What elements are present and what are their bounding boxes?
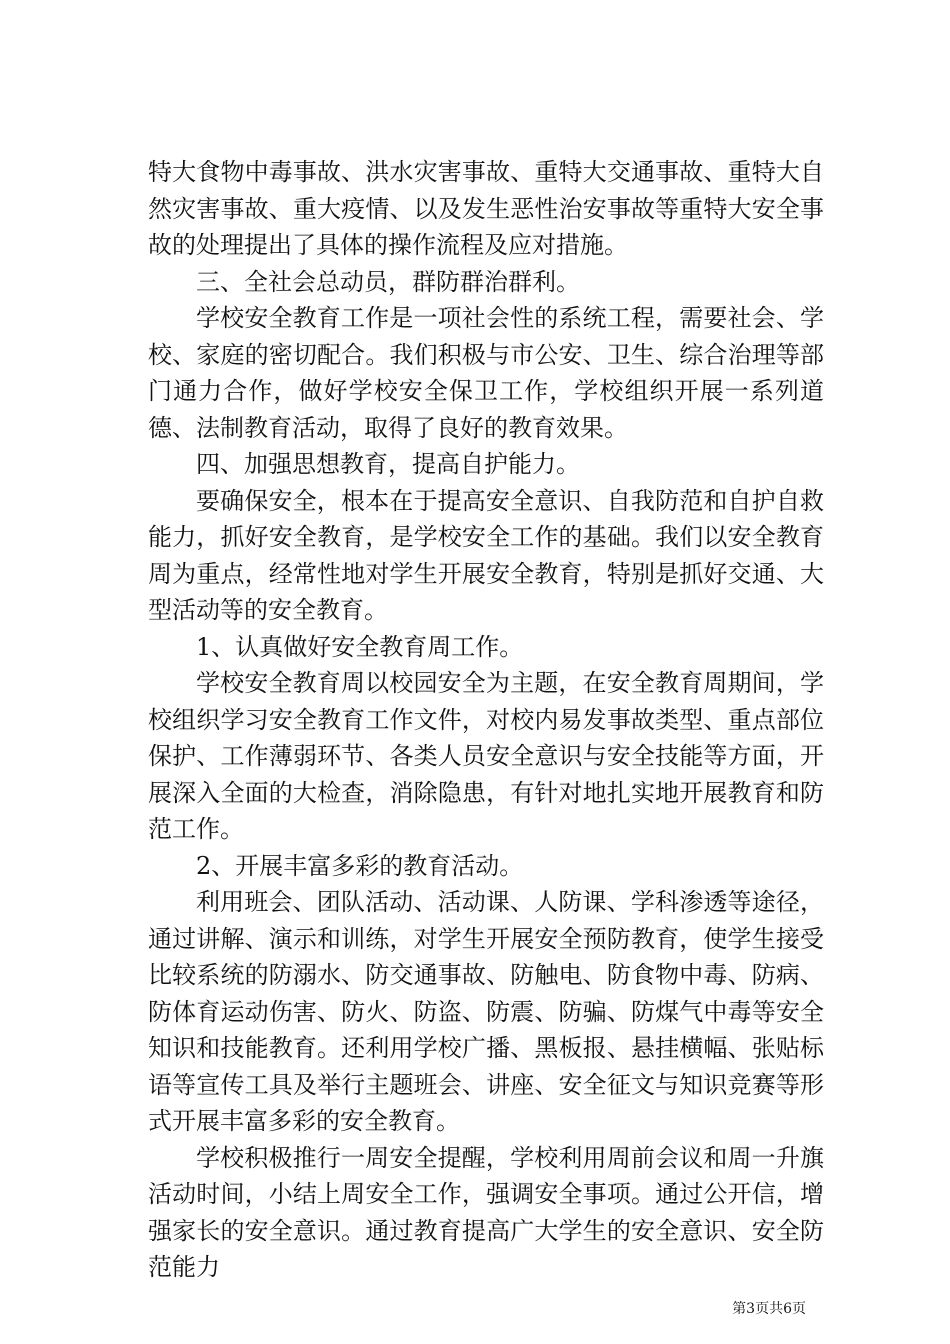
paragraph: 四、加强思想教育，提高自护能力。 [196,450,580,478]
paragraph: 2、开展丰富多彩的教育活动。 [196,851,524,880]
page-number-footer: 第3页共6页 [732,1301,806,1317]
paragraph: 要确保安全，根本在于提高安全意识、自我防范和自护自救能力，抓好安全教育，是学校安全工作的基础。我们以安全教育周为重点，经常性地对学生开展安全教育，特别是抓好交通、大型活动等的安全教育。 [148,486,824,624]
paragraph: 特大食物中毒事故、洪水灾害事故、重特大交通事故、重特大自然灾害事故、重大疫情、以及发生恶性治安事故等重特大安全事故的处理提出了具体的操作流程及应对措施。 [148,158,824,259]
paragraph: 三、全社会总动员，群防群治群利。 [196,267,580,296]
paragraph: 学校安全教育工作是一项社会性的系统工程，需要社会、学校、家庭的密切配合。我们积极与市公安、卫生、综合治理等部门通力合作，做好学校安全保卫工作，学校组织开展一系列道德、法制教育活动，取得了良好的教育效果。 [148,304,824,442]
paragraph: 1、认真做好安全教育周工作。 [196,632,524,661]
paragraph: 学校积极推行一周安全提醒，学校利用周前会议和周一升旗活动时间，小结上周安全工作，强调安全事项。通过公开信，增强家长的安全意识。通过教育提高广大学生的安全意识、安全防范能力 [148,1143,824,1281]
paragraph: 利用班会、团队活动、活动课、人防课、学科渗透等途径，通过讲解、演示和训练，对学生开展安全预防教育，使学生接受比较系统的防溺水、防交通事故、防触电、防食物中毒、防病、防体育运动伤害、防火、防盗、防震、防骗、防煤气中毒等安全知识和技能教育。还利用学校广播、黑板报、悬挂横幅、张贴标语等宣传工具及举行主题班会、讲座、安全征文与知识竞赛等形式开展丰富多彩的安全教育。 [148,888,824,1135]
document-body [148,154,824,1286]
paragraph: 学校安全教育周以校园安全为主题，在安全教育周期间，学校组织学习安全教育工作文件，对校内易发事故类型、重点部位保护、工作薄弱环节、各类人员安全意识与安全技能等方面，开展深入全面的大检查，消除隐患，有针对地扎实地开展教育和防范工作。 [148,669,824,843]
